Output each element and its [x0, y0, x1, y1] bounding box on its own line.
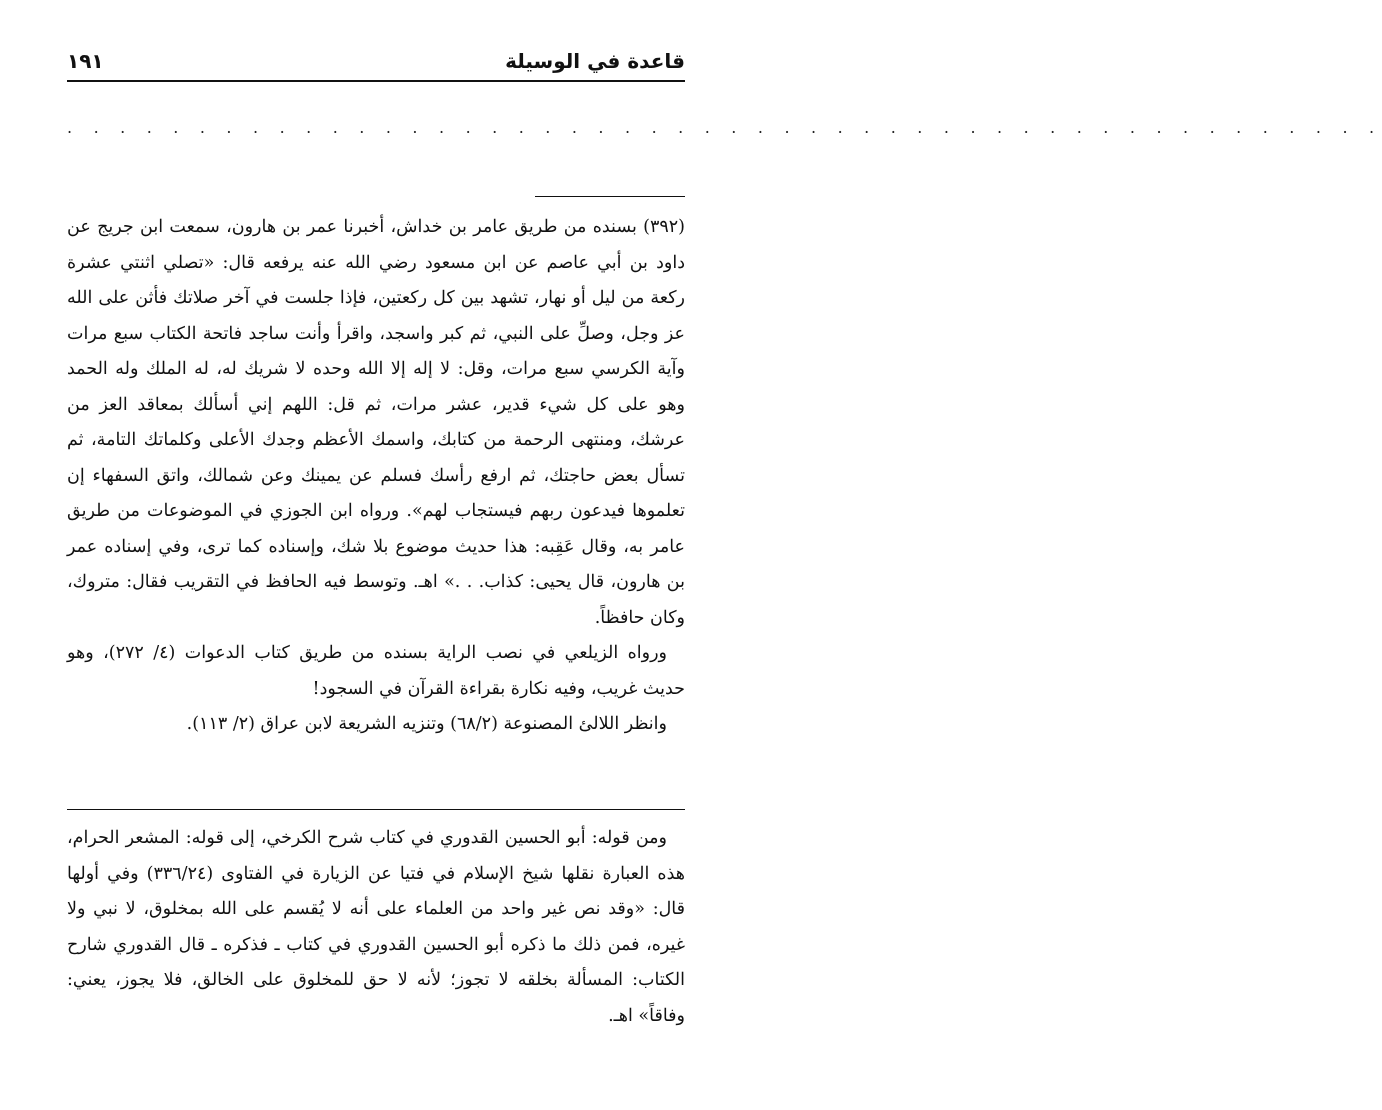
page-header	[67, 46, 685, 76]
note-block	[67, 821, 685, 1034]
footnote-paragraph: (٣٩٢) بسنده من طريق عامر بن خداش، أخبرنا عمر بن هارون، سمعت ابن جريج عن داود بن أبي عاصم عن ابن مسعود رضي الله عنه يرفعه قال: «تصلي اثنتي عشرة ركعة من ليل أو نهار، تشهد بين كل ركعتين، فإذا جلست في آخر صلاتك فأثن على الله عز وجل، وصلِّ على النبي، ثم كبر واسجد، واقرأ وأنت ساجد فاتحة الكتاب سبع مرات وآية الكرسي سبع مرات، وقل: لا إله إلا الله وحده لا شريك له، له الملك وله الحمد وهو على كل شيء قدير، عشر مرات، ثم قل: اللهم إني أسألك بمعاقد العز من عرشك، ومنتهى الرحمة من كتابك، واسمك الأعظم وجدك الأعلى وكلماتك التامة، ثم تسأل بعض حاجتك، ثم ارفع رأسك فسلم عن يمينك وعن شمالك، واتق السفهاء إن تعلموها فيدعون ربهم فيستجاب لهم». ورواه ابن الجوزي في الموضوعات من طريق عامر به، وقال عَقِبه: هذا حديث موضوع بلا شك، وإسناده كما ترى، وفي إسناده عمر بن هارون، قال يحيى: كذاب. . .» اهـ. وتوسط فيه الحافظ في التقريب فقال: متروك، وكان حافظاً.	[67, 217, 685, 628]
section-separator-rule	[67, 809, 685, 810]
omitted-text-dots: . . . . . . . . . . . . . . . . . . . . . . . . . . . . . . . . . . . . . . . . . . . . . . . . . .	[67, 118, 1382, 137]
running-title: قاعدة في الوسيلة	[505, 49, 685, 73]
footnote-paragraph: ورواه الزيلعي في نصب الراية بسنده من طريق كتاب الدعوات (٤/ ٢٧٢)، وهو حديث غريب، وفيه نكارة بقراءة القرآن في السجود!	[67, 643, 685, 699]
footnote-paragraph: وانظر اللالئ المصنوعة (٦٨/٢) وتنزيه الشريعة لابن عراق (٢/ ١١٣).	[186, 714, 667, 734]
page-number: ١٩١	[67, 49, 104, 73]
footnote-block	[67, 210, 685, 743]
footnote-separator-rule	[535, 196, 685, 197]
note-paragraph: ومن قوله: أبو الحسين القدوري في كتاب شرح الكرخي، إلى قوله: المشعر الحرام، هذه العبارة نقلها شيخ الإسلام في فتيا عن الزيارة في الفتاوى (٣٣٦/٢٤) وفي أولها قال: «وقد نص غير واحد من العلماء على أنه لا يُقسم على الله بمخلوق، لا نبي ولا غيره، فمن ذلك ما ذكره أبو الحسين القدوري في كتاب ـ فذكره ـ قال القدوري شارح الكتاب: المسألة بخلقه لا تجوز؛ لأنه لا حق للمخلوق على الخالق، فلا يجوز، يعني: وفاقاً» اهـ.	[67, 828, 685, 1026]
header-rule	[67, 80, 685, 82]
